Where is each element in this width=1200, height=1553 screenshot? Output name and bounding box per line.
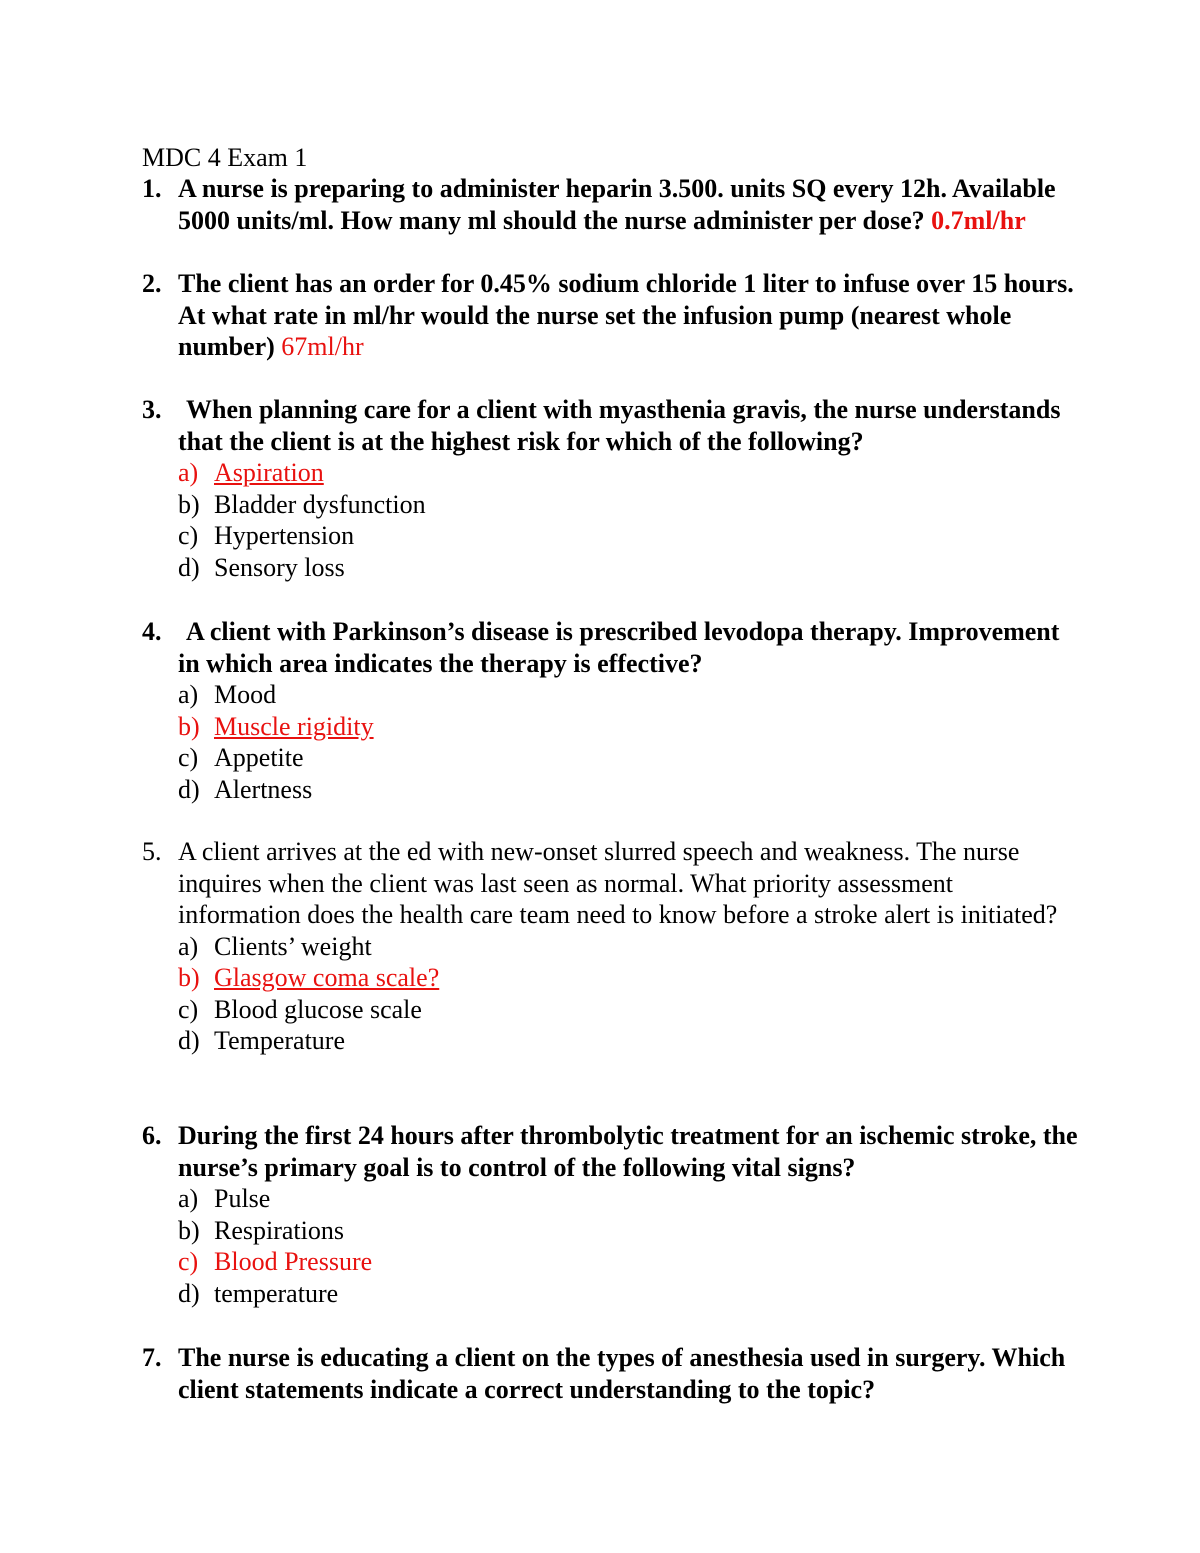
question-number: 5. <box>142 837 162 866</box>
question-1 <box>142 173 1082 236</box>
question-text: A client with Parkinson’s disease is prescribed levodopa therapy. Improvement in which area indicates the therapy is effective? <box>178 617 1060 678</box>
question-4 <box>142 616 1082 805</box>
question-text: When planning care for a client with myasthenia gravis, the nurse understands that the client is at the highest risk for which of the following? <box>178 395 1061 456</box>
option-a: a) Mood <box>178 680 277 709</box>
option-d: d) temperature <box>178 1278 339 1308</box>
question-3 <box>142 394 1082 583</box>
question-number: 6. <box>142 1121 162 1150</box>
question-number: 3. <box>142 395 162 424</box>
question-number: 2. <box>142 269 162 298</box>
option-b: b) Bladder dysfunction <box>178 489 426 519</box>
question-text: The nurse is educating a client on the types of anesthesia used in surgery. Which client statements indicate a correct understanding to the topic? <box>178 1343 1066 1404</box>
option-a: a) Clients’ weight <box>178 931 372 961</box>
question-7 <box>142 1342 1082 1405</box>
option-d: d) Sensory loss <box>178 552 345 582</box>
option-b: b) Glasgow coma scale? <box>178 963 440 992</box>
question-text: The client has an order for 0.45% sodium chloride 1 liter to infuse over 15 hours. At what rate in ml/hr would the nurse set the infusion pump (nearest whole number) <box>178 269 1074 361</box>
option-b: b) Muscle rigidity <box>178 711 374 741</box>
question-number: 4. <box>142 617 162 646</box>
question-text: A nurse is preparing to administer heparin 3.500. units SQ every 12h. Available 5000 units/ml. How many ml should the nurse administer per dose? <box>178 174 1056 235</box>
question-5 <box>142 836 1082 1057</box>
option-b: b) Respirations <box>178 1215 344 1245</box>
document-title: MDC 4 Exam 1 <box>142 143 308 172</box>
option-a: a) Pulse <box>178 1184 271 1213</box>
question-number: 7. <box>142 1343 162 1372</box>
question-2 <box>142 268 1082 363</box>
option-c: c) Appetite <box>178 743 304 772</box>
question-number: 1. <box>142 174 162 203</box>
option-c: c) Blood Pressure <box>178 1247 373 1276</box>
option-c: c) Blood glucose scale <box>178 994 422 1024</box>
option-d: d) Temperature <box>178 1026 345 1055</box>
question-6 <box>142 1120 1082 1309</box>
answer: 67ml/hr <box>281 332 364 361</box>
option-c: c) Hypertension <box>178 521 355 550</box>
answer: 0.7ml/hr <box>931 205 1026 235</box>
option-d: d) Alertness <box>178 774 313 804</box>
question-text: A client arrives at the ed with new-onset slurred speech and weakness. The nurse inquires when the client was last seen as normal. What priority assessment information does the health care team need to know before a stroke alert is initiated? <box>178 837 1058 929</box>
option-a: a) Aspiration <box>178 458 324 487</box>
question-text: During the first 24 hours after thrombolytic treatment for an ischemic stroke, the nurse’s primary goal is to control of the following vital signs? <box>178 1121 1078 1182</box>
